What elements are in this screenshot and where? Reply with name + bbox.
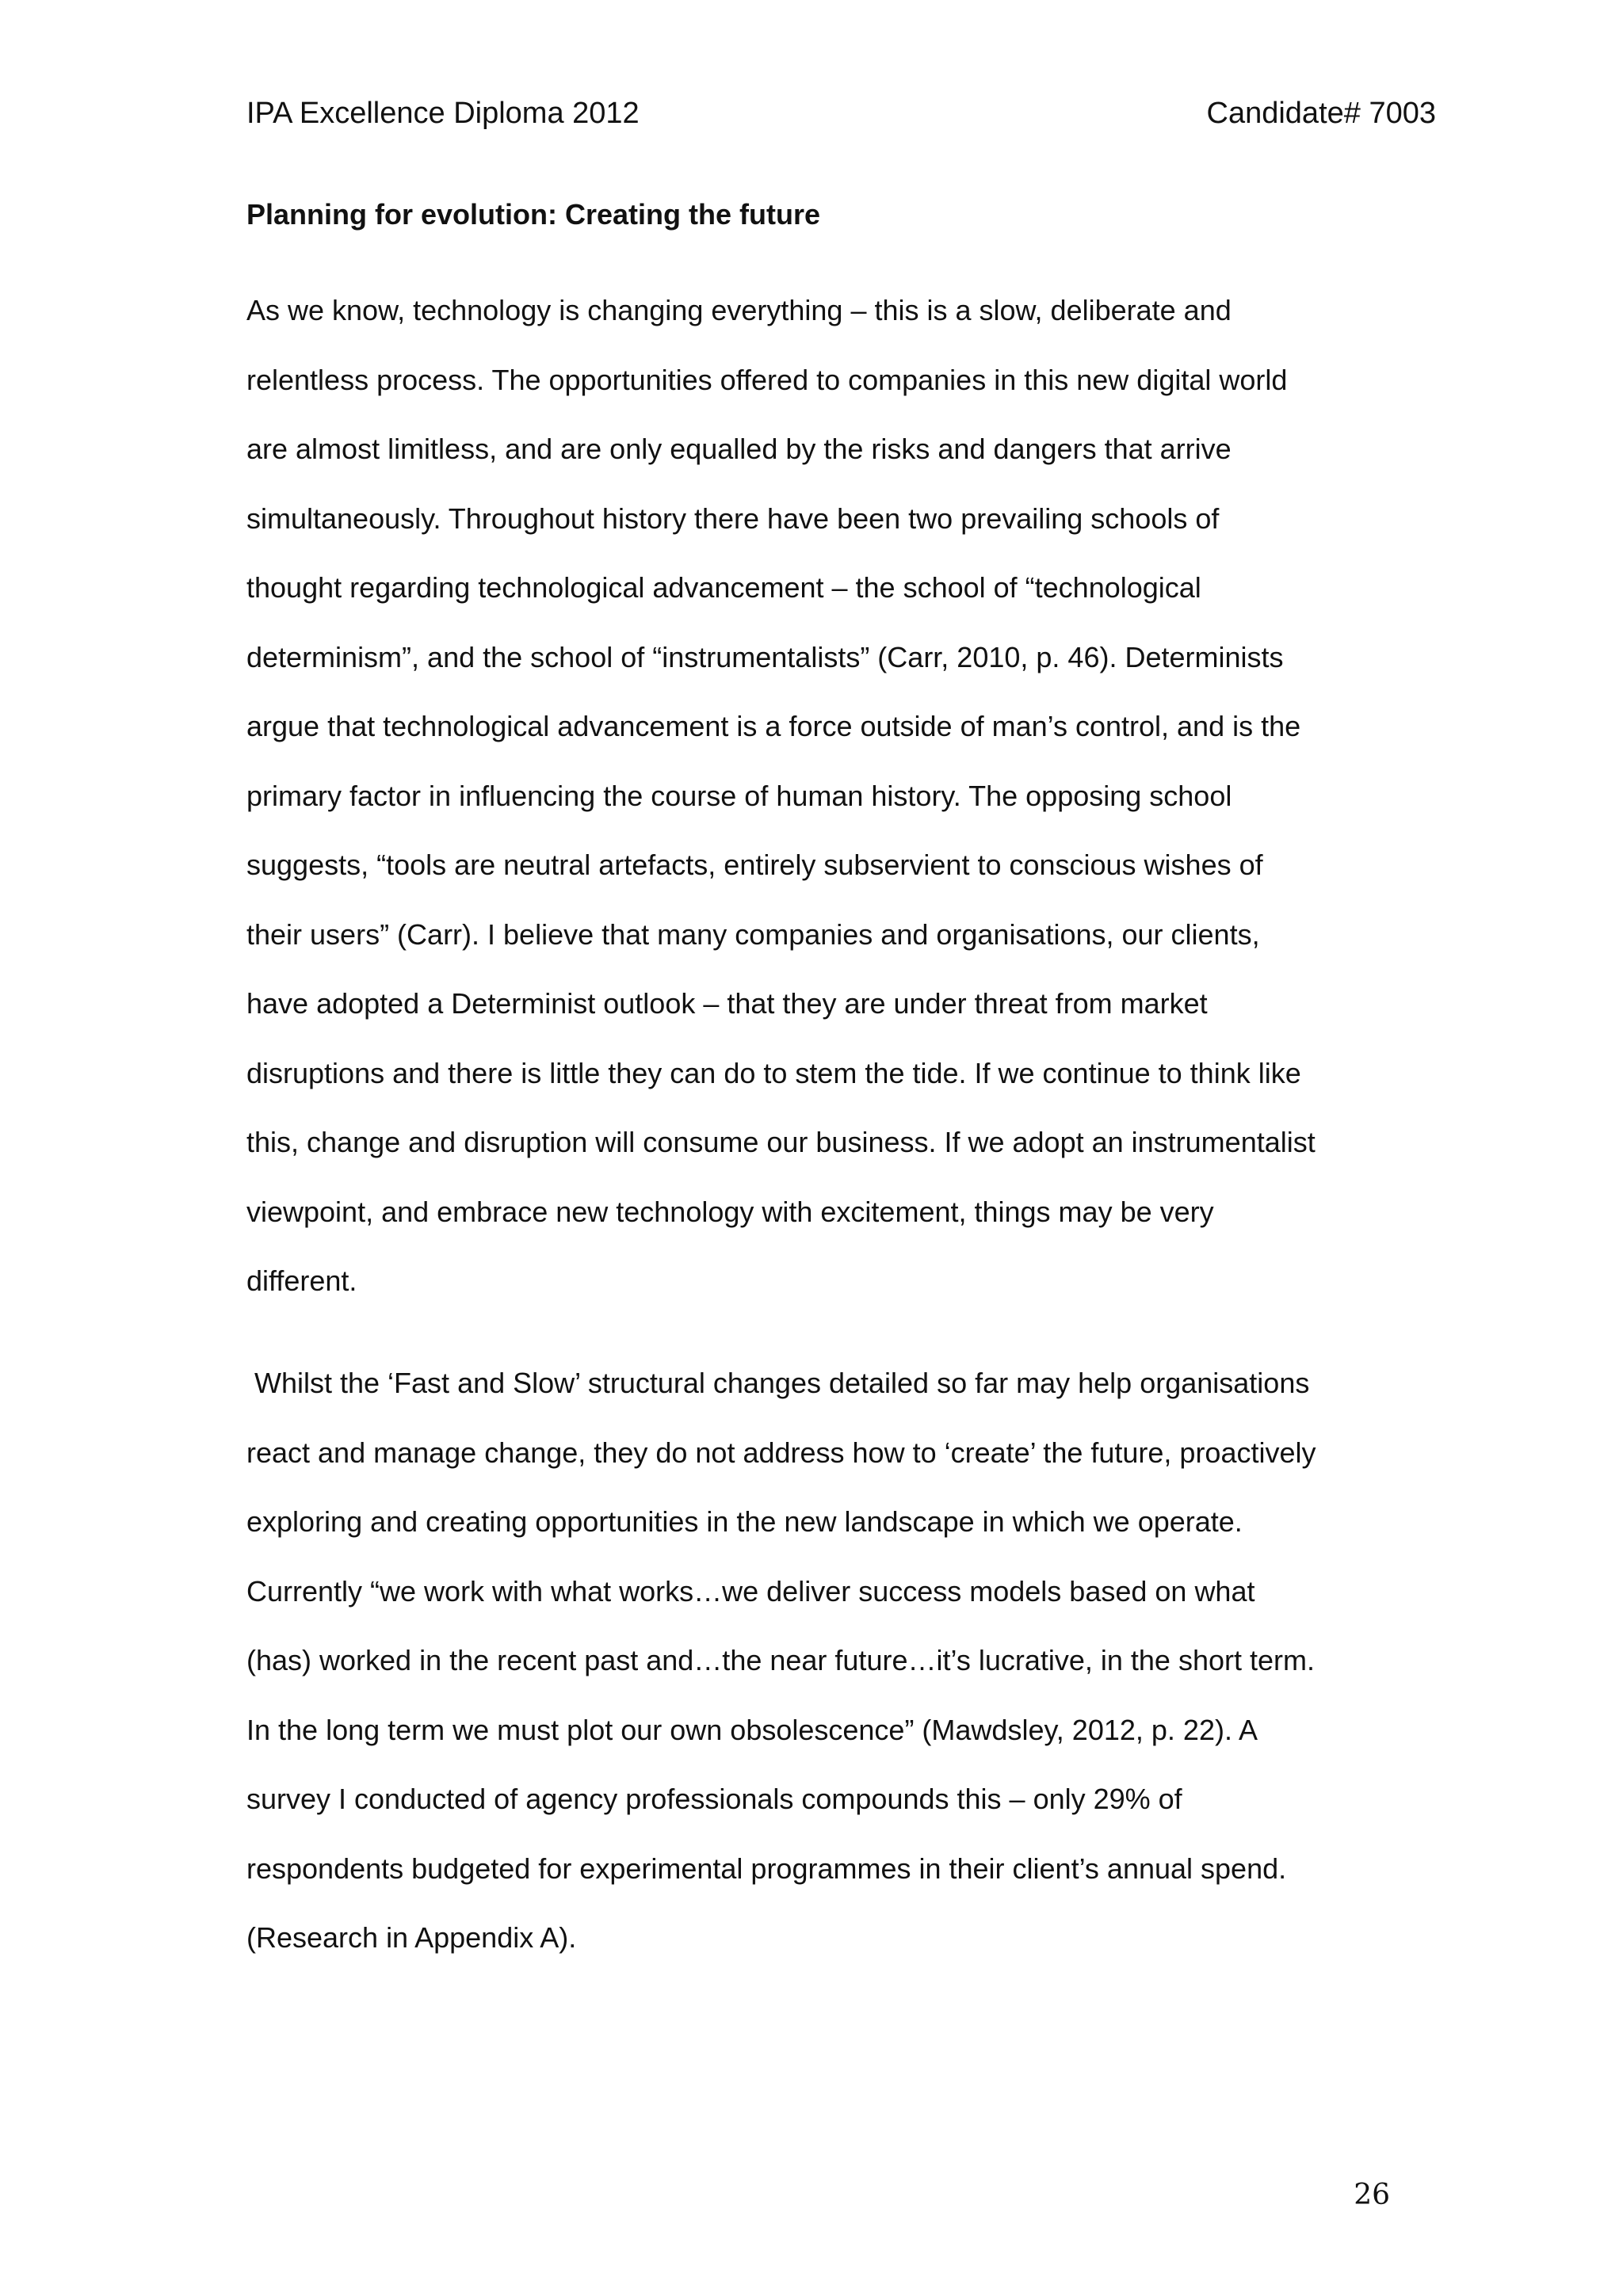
text-line: (has) worked in the recent past and…the near future…it’s lucrative, in the short term. — [246, 1644, 1315, 1676]
text-line: determinism”, and the school of “instrumentalists” (Carr, 2010, p. 46). Determinists — [246, 640, 1284, 673]
text-line: primary factor in influencing the course of human history. The opposing school — [246, 779, 1232, 812]
text-line: As we know, technology is changing everything – this is a slow, deliberate and — [246, 294, 1232, 326]
text-line: exploring and creating opportunities in the new landscape in which we operate. — [246, 1505, 1243, 1538]
text-line: In the long term we must plot our own obsolescence” (Mawdsley, 2012, p. 22). A — [246, 1713, 1258, 1746]
text-line: react and manage change, they do not address how to ‘create’ the future, proactively — [246, 1436, 1316, 1469]
text-line: Whilst the ‘Fast and Slow’ structural changes detailed so far may help organisations — [246, 1367, 1310, 1399]
header-candidate-number: Candidate# 7003 — [1206, 97, 1436, 130]
text-line: thought regarding technological advancement – the school of “technological — [246, 571, 1201, 604]
header-title: IPA Excellence Diploma 2012 — [246, 97, 640, 130]
text-line: viewpoint, and embrace new technology with excitement, things may be very — [246, 1195, 1214, 1228]
text-line: survey I conducted of agency professionals compounds this – only 29% of — [246, 1783, 1182, 1815]
text-line: (Research in Appendix A). — [246, 1921, 577, 1954]
text-line: their users” (Carr). I believe that many companies and organisations, our clients, — [246, 917, 1260, 951]
page-number: 26 — [1354, 2179, 1390, 2211]
text-line: respondents budgeted for experimental programmes in their client’s annual spend. — [246, 1852, 1287, 1885]
text-line: simultaneously. Throughout history there have been two prevailing schools of — [246, 502, 1220, 535]
section-heading: Planning for evolution: Creating the future — [246, 198, 820, 231]
text-line: argue that technological advancement is a force outside of man’s control, and is the — [246, 710, 1301, 742]
text-line: Currently “we work with what works…we deliver success models based on what — [246, 1574, 1255, 1608]
text-line: are almost limitless, and are only equalled by the risks and dangers that arrive — [246, 433, 1232, 465]
body-paragraph — [246, 276, 1388, 1316]
text-line: have adopted a Determinist outlook – that they are under threat from market — [246, 987, 1208, 1020]
body-paragraph — [246, 1348, 1388, 1973]
text-line: this, change and disruption will consume our business. If we adopt an instrumentalist — [246, 1126, 1316, 1158]
text-line: disruptions and there is little they can do to stem the tide. If we continue to think like — [246, 1056, 1301, 1089]
text-line: different. — [246, 1264, 357, 1297]
text-line: suggests, “tools are neutral artefacts, entirely subservient to conscious wishes of — [246, 849, 1263, 881]
text-line: relentless process. The opportunities offered to companies in this new digital world — [246, 363, 1288, 396]
